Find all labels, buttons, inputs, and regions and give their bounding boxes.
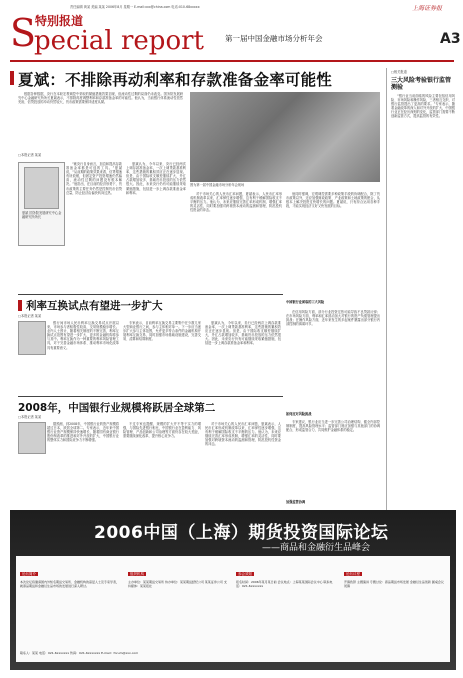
article2-body-col1 xyxy=(47,321,119,393)
main-body-col2 xyxy=(126,162,186,292)
article2-portrait xyxy=(18,321,46,355)
ad-text: 开幕致辞 主题演讲 专题讨论：商品期货市场发展 金融衍生品创新 圆桌会议 闭幕 xyxy=(344,580,444,588)
sidebar xyxy=(386,68,457,528)
quote-box xyxy=(18,162,65,246)
ad-column xyxy=(344,560,446,589)
section-title-cn: 特别报道 xyxy=(35,14,84,28)
article3-body-col3 xyxy=(205,422,281,504)
body-text: 对于市场关心的人民币汇率问题，夏斌表示，人民币汇率形成机制改革以来，汇率弹性逐步增强，这有利于缓解国际收支不平衡的压力。他认为，未来应继续完善汇率形成机制，增强汇率的灵活性，同时要加强对跨境资本流动的监测和管理，防范投机性资金的冲击。 xyxy=(205,422,281,447)
article2-marker xyxy=(18,300,22,311)
article3-rule xyxy=(18,396,283,397)
ad-label: 参会须知 xyxy=(238,572,252,576)
body-text: 不过专家也提醒，规模的扩大并不等于实力的增强，与国际先进银行相比，中国银行业在盈利能力、风险管理、产品创新和公司治理等方面仍存在较大差距，需要继续深化改革，提升核心竞争力。 xyxy=(123,422,201,439)
article2-body-col3 xyxy=(205,321,281,393)
forum-advertisement xyxy=(10,510,456,670)
conference-photo xyxy=(190,92,380,182)
article3-body-col1 xyxy=(47,422,119,504)
headline-marker xyxy=(10,71,14,85)
ad-column xyxy=(236,560,336,589)
masthead-info: 责任编辑 黄某 美编 某某 2006年8月 星期一 E-mail:xxx@china.com 电话:010-68xxxxx xyxy=(70,5,200,9)
body-text: 银行间市场人民币利率互换交易试点开展以来，市场参与者积极性较高，交易规模稳步增长。业内人士预计，随着相关制度的不断完善，利率互换试点范围有望进一步扩大，更多的金融机构将参与其中。利率互换作为一种重要的利率风险管理工具，对于完善金融市场体系、推动利率市场化改革具有重要意义。 xyxy=(47,321,119,350)
body-text: “就央行自身而言，加息和提高存款准备金率都是可选的工具。”夏斌说，“从前期的政策效果来看，信贷增速有所放缓，但固定资产投资增速仍然偏高，流动性过剩的问题没有根本解决。”他指出，在目前的经济形势下，货币政策的主要任务仍然是控制货币信贷总量，防止经济由偏快转向过热。 xyxy=(66,162,122,195)
body-text: 据预测，到2008年，中国银行业的资产规模将超过日本，跃居全球第二。专家表示，近年来中国银行业资产规模保持快速增长，随着国有商业银行股份制改革的推进和对外开放的扩大，中国银行业的整体实力和国际竞争力不断增强。 xyxy=(47,422,119,443)
section-title: pecial report xyxy=(34,26,204,56)
ad-subtitle: ——商品和金融衍生品峰会 xyxy=(262,543,371,553)
main-body-col4 xyxy=(286,192,380,292)
sidebar-tag: □相关报道 xyxy=(391,70,407,74)
article2-byline: □本报记者 某某 xyxy=(18,314,42,318)
article2-body-col2 xyxy=(123,321,201,393)
portrait-caption: 夏斌 国务院发展研究中心金融研究所所长 xyxy=(22,211,62,220)
body-text: “银行业当前面临的风险主要包括信用风险、市场风险和操作风险，三者相互交织，对银行监管提出了更高的要求。”专家表示，随着金融改革的深入和对外开放的扩大，中国银行业正在经历深刻的变化，监管部门需要不断创新监管方式，提高监管的有效性。 xyxy=(391,94,455,119)
sidebar-title: 三大风险考验银行监管测验 xyxy=(391,77,452,91)
ad-info-panel xyxy=(16,556,450,662)
newspaper-logo: 上海证券报 xyxy=(412,5,443,12)
main-body-col3 xyxy=(190,192,282,292)
body-text: 专家建议，银行业应当进一步完善公司治理结构，健全内部控制制度，提高风险管理水平；监管部门则应加强与其他部门的协调配合，形成监管合力，共同维护金融体系的稳定。 xyxy=(286,420,380,433)
ad-text: 主办单位：某某期货交易所 协办单位：某某期货经纪公司 某某证券公司 支持媒体：某某报社 xyxy=(128,580,227,588)
sidebar-body3 xyxy=(286,420,380,500)
body-text: 夏斌认为，今年以来，央行已经两次上调存款准备金率，一次上调贷款基准利率，这些措施的累积效应正在逐步显现。但是，由于国际收支顺差继续扩大，外汇占款增加较多，基础货币投放的压力依然很大。因此，未来央行仍有可能继续采取紧缩措施，包括进一步上调存款准备金率和利率。 xyxy=(126,162,186,195)
masthead-rule xyxy=(10,60,454,62)
article2-rule xyxy=(18,294,283,295)
body-text: 他同时强调，宏观调控需要多种政策手段的协调配合，除了货币政策以外，还应加强财政政策、产业政策和土地政策的配合，从根本上解决投资过快增长的问题。夏斌说，只有综合运用各种手段，才能实现经济又好又快发展的目标。 xyxy=(286,192,380,209)
photo-caption: 图为第一届中国金融市场分析年会现场 xyxy=(190,183,245,187)
ad-text: 本次论坛将邀请国内外知名期货交易所、金融机构的高层人士及专家学者，就商品期货和金融衍生品市场的发展进行深入研讨。 xyxy=(20,580,120,588)
section-title-initial: S xyxy=(10,11,37,55)
article3-byline: □本报记者 某某 xyxy=(18,415,42,419)
ad-label: 论坛简介 xyxy=(22,572,36,576)
ad-footer: 联系人：某某 电话：021-6xxxxxxx 传真：021-6xxxxxxx E-mail：forum@xxx.com xyxy=(20,651,139,655)
section-heading-2: 如何应对风险挑战 xyxy=(286,412,312,416)
main-headline: 夏斌：不排除再动利率和存款准备金率可能性 xyxy=(18,71,333,89)
main-body-col1 xyxy=(66,162,122,292)
ad-label: 组织机构 xyxy=(130,572,144,576)
article3-portrait xyxy=(18,422,46,454)
sidebar-body2 xyxy=(286,310,380,410)
ad-title: 2006中国（上海）期货投资国际论坛 xyxy=(94,523,389,543)
main-lead xyxy=(18,92,183,150)
page-number: A3 xyxy=(440,31,461,47)
body-text: 在信用风险方面，部分行业投资过热可能导致不良贷款反弹；在市场风险方面，利率和汇率波动加大对银行的资产负债管理提出挑战；在操作风险方面，近年来发生的多起案件暴露出部分银行内部控制的薄弱环节。 xyxy=(286,310,380,327)
main-byline: □本报记者 某某 xyxy=(18,153,42,157)
ad-label: 论坛议程 xyxy=(346,572,360,576)
article2-headline: 利率互换试点有望进一步扩大 xyxy=(26,300,163,312)
lead-text: 根据各种数据，央行在本轮宏观调控中采取的紧缩措施效果初现，但流动性过剩的局面仍未改变。国务院发展研究中心金融研究所所长夏斌表示，不排除再度调整利率和存款准备金率的可能性。他认为，当前银行体系流动性依然充裕，信贷投放的冲动仍然较大，货币政策需要保持适度从紧。 xyxy=(18,92,183,105)
ad-text: 报名时间：2006年某月某日前 会议地点：上海某某国际会议中心 联系电话：021-6xxxxxxx xyxy=(236,580,333,588)
body-text: 夏斌认为，今年以来，央行已经两次上调存款准备金率，一次上调贷款基准利率，这些措施的累积效应正在逐步显现。但是，由于国际收支顺差继续扩大，外汇占款增加较多，基础货币投放的压力依然很大。因此，未来央行仍有可能继续采取紧缩措施，包括进一步上调存款准备金率和利率。 xyxy=(205,321,281,346)
sidebar-body1 xyxy=(391,94,455,334)
person-portrait xyxy=(24,167,59,209)
body-text: 专家表示，目前利率互换交易主要集中在少数几家大型商业银行之间，参与主体相对单一。下一步应当逐步扩大参与主体范围，允许更多符合条件的金融机构开展利率互换交易，同时加强市场基础设施建设，完善交易、清算和结算制度。 xyxy=(123,321,201,342)
ad-column xyxy=(128,560,228,589)
ad-column xyxy=(20,560,120,589)
body-text: 对于市场关心的人民币汇率问题，夏斌表示，人民币汇率形成机制改革以来，汇率弹性逐步增强，这有利于缓解国际收支不平衡的压力。他认为，未来应继续完善汇率形成机制，增强汇率的灵活性，同时要加强对跨境资本流动的监测和管理，防范投机性资金的冲击。 xyxy=(190,192,282,213)
article3-headline: 2008年，中国银行业规模将跃居全球第二 xyxy=(18,402,216,414)
article3-body-col2 xyxy=(123,422,201,504)
section-heading-3: 加强监管协调 xyxy=(286,500,306,504)
conference-title: 第一届中国金融市场分析年会 xyxy=(225,34,323,43)
section-heading-1: 中国银行业面临的三大风险 xyxy=(286,300,325,304)
